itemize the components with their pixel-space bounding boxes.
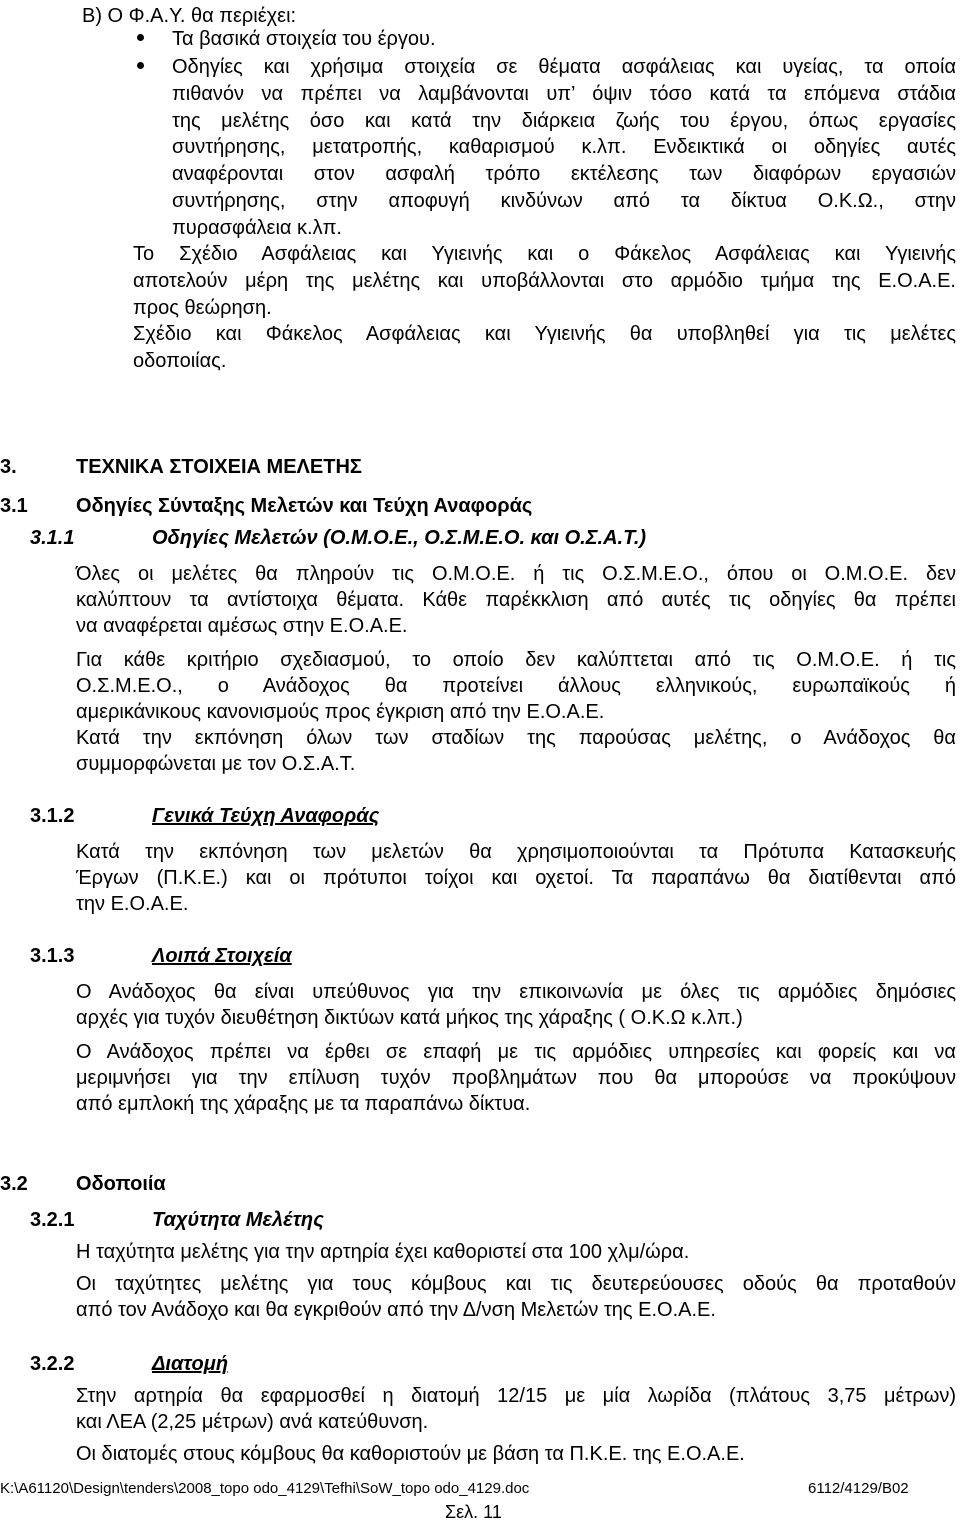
paragraph-line: Το Σχέδιο Ασφάλειας και Υγιεινής και ο Φάκελος Ασφάλειας και Υγιεινής	[133, 243, 956, 265]
paragraph-line: αμερικάνικους κανονισμούς προς έγκριση από την Ε.Ο.Α.Ε.	[76, 701, 605, 723]
intro-heading: Β) Ο Φ.Α.Υ. θα περιέχει:	[82, 5, 297, 27]
paragraph-line: Ο.Σ.Μ.Ε.Ο., ο Ανάδοχος θα προτείνει άλλους ελληνικούς, ευρωπαϊκούς ή	[76, 675, 956, 697]
paragraph-line: Οι διατομές στους κόμβους θα καθοριστούν με βάση τα Π.Κ.Ε. της Ε.Ο.Α.Ε.	[76, 1443, 745, 1465]
subsection-number: 3.2.2	[30, 1353, 75, 1375]
paragraph-line: συμμορφώνεται με τον Ο.Σ.Α.Τ.	[76, 753, 356, 775]
subsection-number: 3.1.2	[30, 805, 75, 827]
paragraph-line: την Ε.Ο.Α.Ε.	[76, 893, 189, 915]
bullet-icon	[137, 34, 144, 41]
subsection-title: Λοιπά Στοιχεία	[152, 945, 292, 967]
paragraph-line: Όλες οι μελέτες θα πληρούν τις Ο.Μ.Ο.Ε. ή τις Ο.Σ.Μ.Ε.Ο., όπου οι Ο.Μ.Ο.Ε. δεν	[76, 563, 956, 585]
subsection-number: 3.2.1	[30, 1209, 75, 1231]
footer-reference: 6112/4129/B02	[808, 1480, 909, 1497]
paragraph-line: Κατά την εκπόνηση των μελετών θα χρησιμοποιούνται τα Πρότυπα Κατασκευής	[76, 841, 956, 863]
paragraph-line: καλύπτουν τα αντίστοιχα θέματα. Κάθε παρέκκλιση από αυτές τις οδηγίες θα πρέπει	[76, 589, 956, 611]
paragraph-line: Σχέδιο και Φάκελος Ασφάλειας και Υγιεινής θα υποβληθεί για τις μελέτες	[133, 323, 956, 345]
paragraph-line: και ΛΕΑ (2,25 μέτρων) ανά κατεύθυνση.	[76, 1411, 429, 1433]
section-title: Οδοποιία	[76, 1173, 166, 1195]
section-number: 3.	[0, 456, 17, 478]
page-number: Σελ. 11	[445, 1502, 502, 1522]
paragraph-line: να αναφέρεται αμέσως στην Ε.Ο.Α.Ε.	[76, 615, 408, 637]
subsection-title: Ταχύτητα Μελέτης	[152, 1209, 324, 1231]
paragraph-line: οδοποιίας.	[133, 350, 227, 372]
section-number: 3.1	[0, 495, 28, 517]
bullet-item: Τα βασικά στοιχεία του έργου.	[172, 28, 436, 50]
paragraph-line: αποτελούν μέρη της μελέτης και υποβάλλονται στο αρμόδιο τμήμα της Ε.Ο.Α.Ε.	[133, 270, 956, 292]
paragraph-line: Κατά την εκπόνηση όλων των σταδίων της παρούσας μελέτης, ο Ανάδοχος θα	[76, 727, 956, 749]
paragraph-line: Έργων (Π.Κ.Ε.) και οι πρότυποι τοίχοι και οχετοί. Τα παραπάνω θα διατίθενται από	[76, 867, 956, 889]
paragraph-line: από τον Ανάδοχο και θα εγκριθούν από την Δ/νση Μελετών της Ε.Ο.Α.Ε.	[76, 1299, 716, 1321]
bullet-line: συντήρησης, μετατροπής, καθαρισμού κ.λπ. Ενδεικτικά οι οδηγίες αυτές	[172, 136, 956, 158]
bullet-line: της μελέτης όσο και κατά την διάρκεια ζωής του έργου, όπως εργασίες	[172, 110, 956, 132]
bullet-line: πιθανόν να πρέπει να λαμβάνονται υπ’ όψιν τόσο κατά τα επόμενα στάδια	[172, 83, 956, 105]
bullet-line: Οδηγίες και χρήσιμα στοιχεία σε θέματα ασφάλειας και υγείας, τα οποία	[172, 56, 956, 78]
footer-file-path: K:\A61120\Design\tenders\2008_topo odo_4129\Tefhi\SoW_topo odo_4129.doc	[0, 1480, 530, 1497]
paragraph-line: Ο Ανάδοχος θα είναι υπεύθυνος για την επικοινωνία με όλες τις αρμόδιες δημόσιες	[76, 981, 956, 1003]
paragraph-line: Ο Ανάδοχος πρέπει να έρθει σε επαφή με τις αρμόδιες υπηρεσίες και φορείς και να	[76, 1041, 956, 1063]
bullet-line: πυρασφάλεια κ.λπ.	[172, 217, 342, 239]
paragraph-line: Οι ταχύτητες μελέτης για τους κόμβους και τις δευτερεύουσες οδούς θα προταθούν	[76, 1273, 956, 1295]
bullet-line: συντήρησης, στην αποφυγή κινδύνων από τα δίκτυα Ο.Κ.Ω., στην	[172, 190, 956, 212]
paragraph-line: αρχές για τυχόν διευθέτηση δικτύων κατά μήκος της χάραξης ( Ο.Κ.Ω κ.λπ.)	[76, 1007, 743, 1029]
paragraph-line: από εμπλοκή της χάραξης με τα παραπάνω δίκτυα.	[76, 1093, 531, 1115]
paragraph-line: Στην αρτηρία θα εφαρμοσθεί η διατομή 12/15 με μία λωρίδα (πλάτους 3,75 μέτρων)	[76, 1385, 956, 1407]
paragraph-line: Η ταχύτητα μελέτης για την αρτηρία έχει καθοριστεί στα 100 χλμ/ώρα.	[76, 1241, 690, 1263]
paragraph-line: Για κάθε κριτήριο σχεδιασμού, το οποίο δεν καλύπτεται από τις Ο.Μ.Ο.Ε. ή τις	[76, 649, 956, 671]
subsection-title: Διατομή	[152, 1353, 229, 1375]
paragraph-line: μεριμνήσει για την επίλυση τυχόν προβλημάτων που θα μπορούσε να προκύψουν	[76, 1067, 956, 1089]
paragraph-line: προς θεώρηση.	[133, 297, 272, 319]
section-title: ΤΕΧΝΙΚΑ ΣΤΟΙΧΕΙΑ ΜΕΛΕΤΗΣ	[76, 456, 362, 478]
section-number: 3.2	[0, 1173, 28, 1195]
subsection-number: 3.1.1	[30, 527, 75, 549]
subsection-title: Γενικά Τεύχη Αναφοράς	[152, 805, 380, 827]
section-title: Οδηγίες Σύνταξης Μελετών και Τεύχη Αναφοράς	[76, 495, 533, 517]
subsection-title: Οδηγίες Μελετών (Ο.Μ.Ο.Ε., Ο.Σ.Μ.Ε.Ο. και Ο.Σ.Α.Τ.)	[152, 527, 647, 549]
subsection-number: 3.1.3	[30, 945, 75, 967]
bullet-line: αναφέρονται στον ασφαλή τρόπο εκτέλεσης των διαφόρων εργασιών	[172, 163, 956, 185]
bullet-icon	[137, 62, 144, 69]
